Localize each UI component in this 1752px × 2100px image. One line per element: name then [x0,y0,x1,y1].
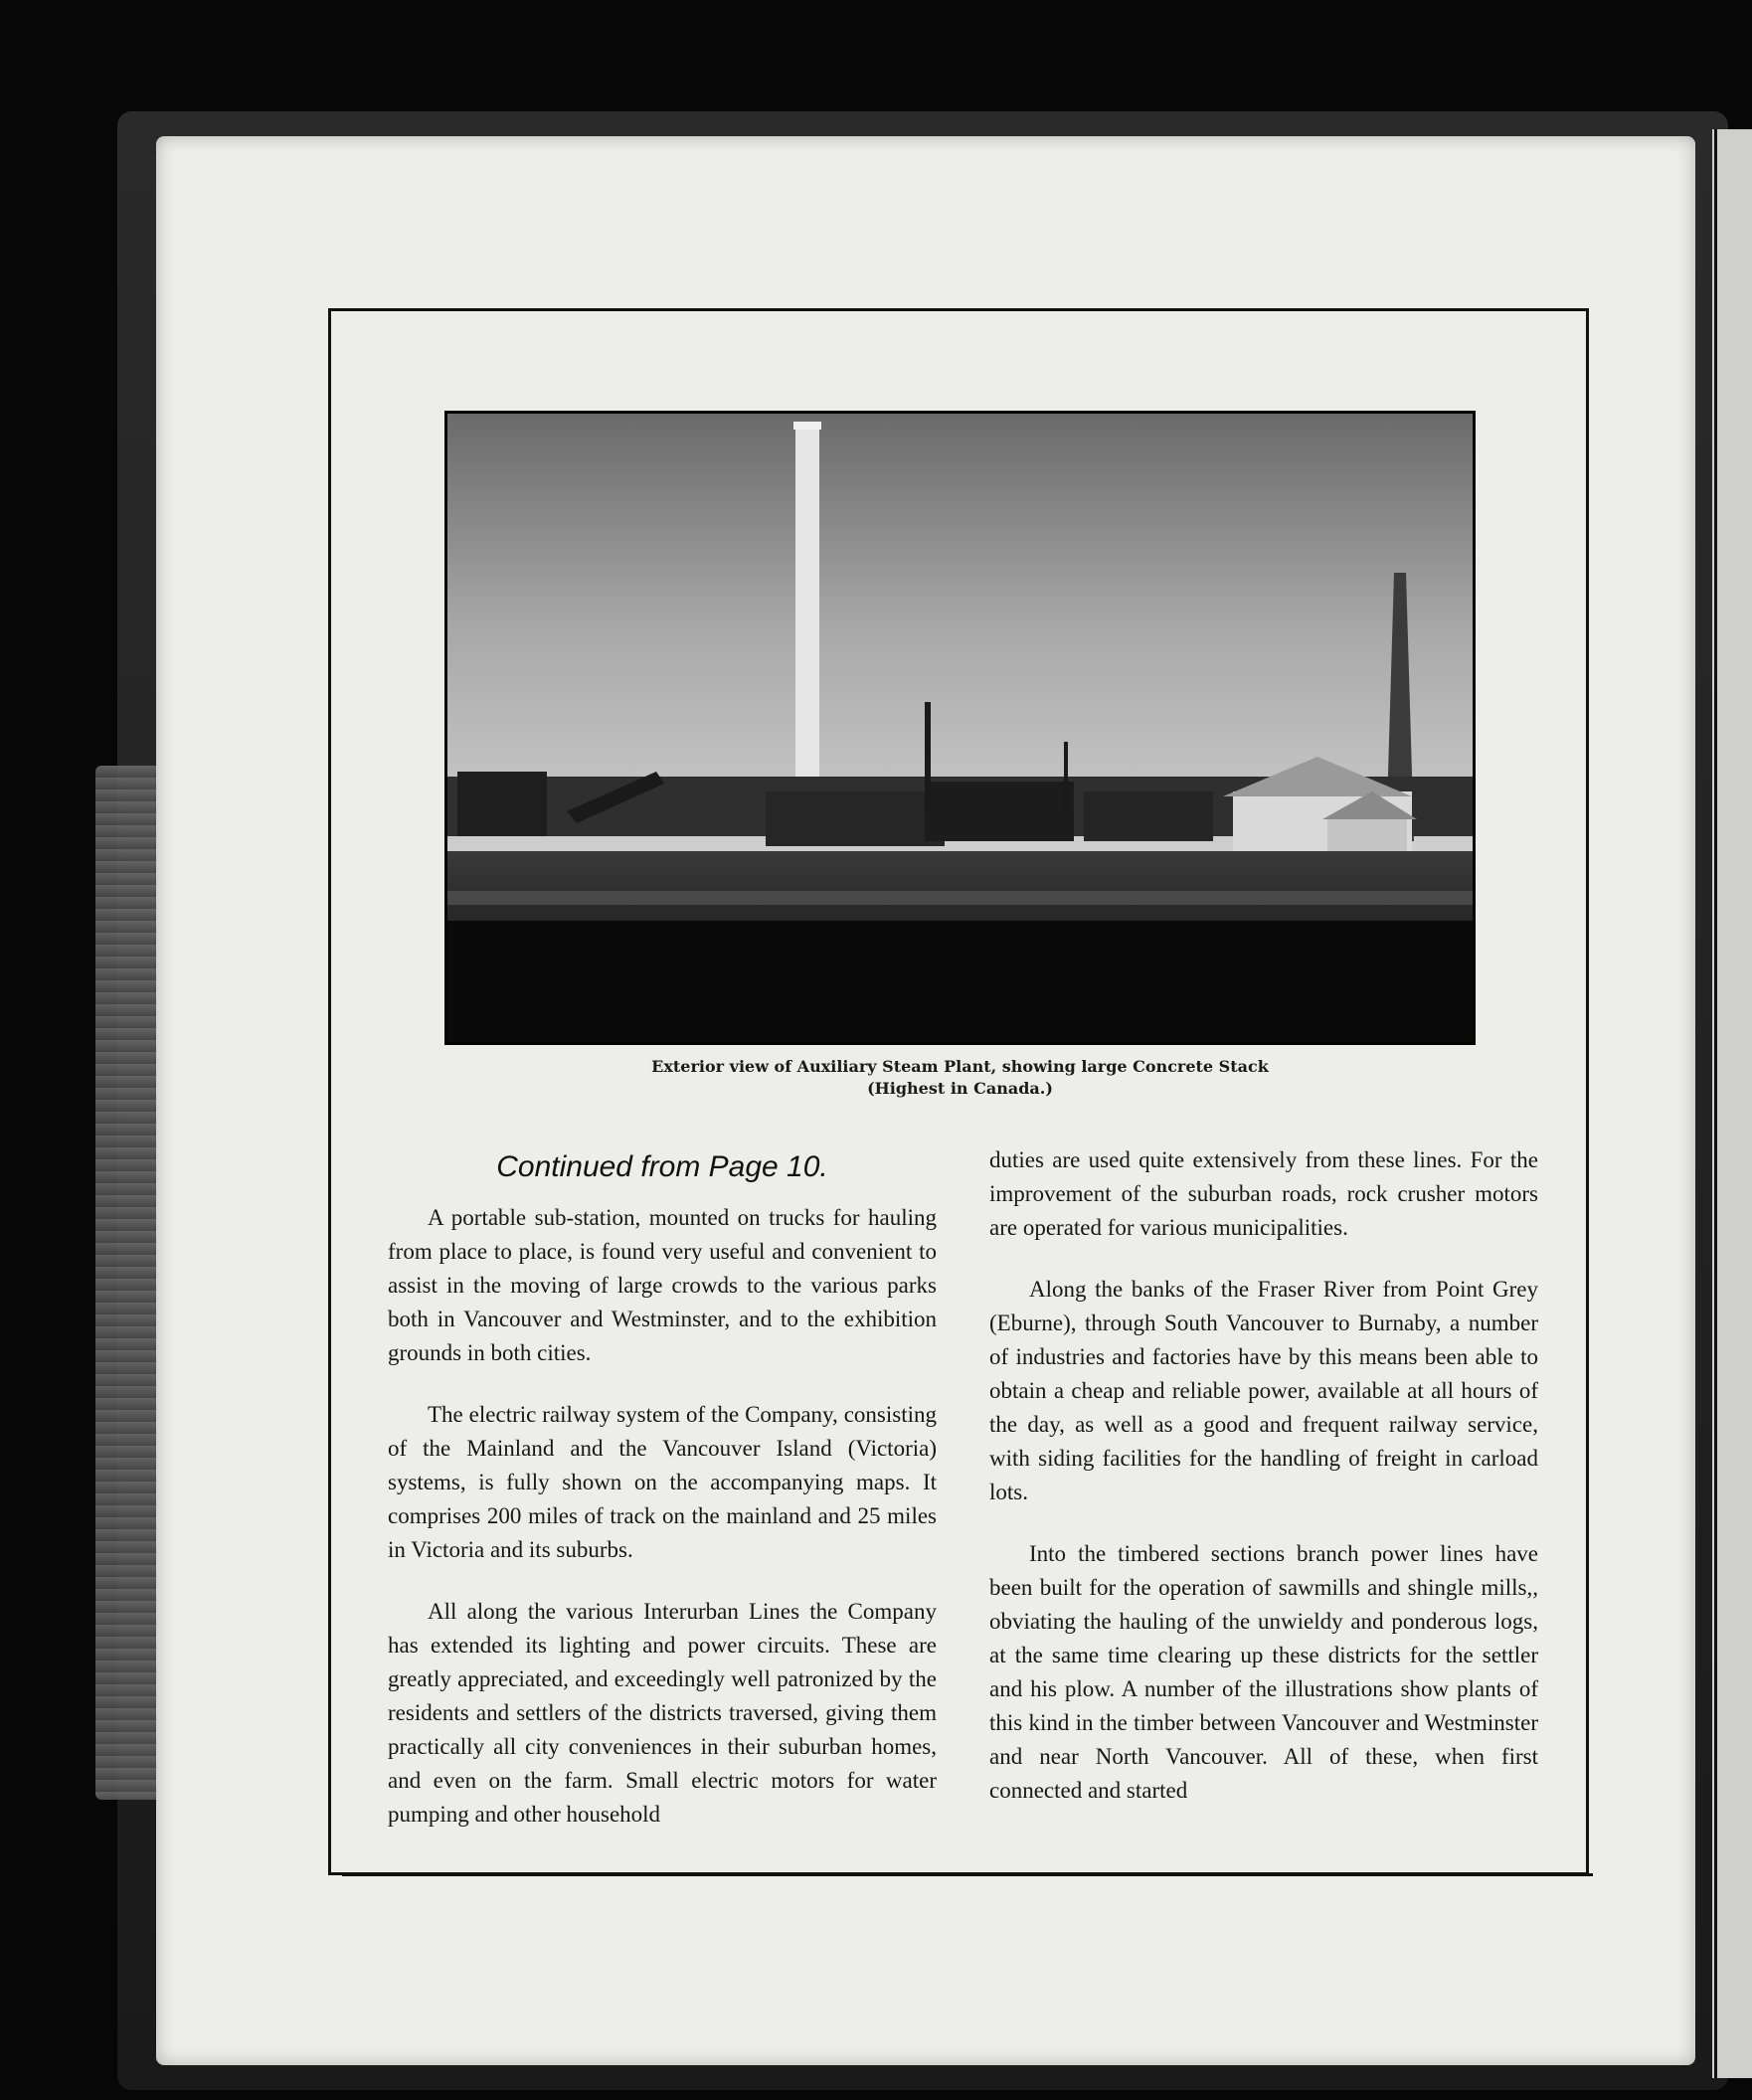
steam-plant-photo [444,411,1476,1045]
caption-line-1: Exterior view of Auxiliary Steam Plant, showing large Concrete Stack [651,1057,1269,1076]
book-binding [95,766,165,1800]
paragraph: Into the timbered sections branch power lines have been built for the operation of sawmills and shingle mills,, obviating the hauling of the unwieldy and ponderous logs, at the same time clearing up these districts for the settler and his plow. A number of the illustrations show plants of this kind in the timber between Vancouver and Westminster and near North Vancouver. All of these, when first connected and started [989,1541,1538,1803]
paragraph: All along the various Interurban Lines the Company has extended its lighting and power circuits. These are greatly appreciated, and exceedingly well patronized by the residents and settlers of the districts traversed, giving them practically all city conveniences in their suburban homes, and even on the farm. Small electric motors for water pumping and other household [388,1599,937,1827]
frame-bottom-rule [342,1873,1593,1876]
left-text-column [388,1143,937,1859]
caption-line-2: (Highest in Canada.) [867,1079,1053,1098]
continued-heading: Continued from Page 10. [496,1150,828,1183]
paragraph: A portable sub-station, mounted on trucks for hauling from place to place, is found very useful and convenient to assist in the moving of large crowds to the various parks both in Vancouver and Westminster, and to the exhibition grounds in both cities. [388,1205,937,1365]
page-gutter-line [1714,129,1717,2078]
paragraph-continuation: duties are used quite extensively from these lines. For the improvement of the suburban roads, rock crusher motors are operated for various municipalities. [989,1147,1538,1240]
paragraph: Along the banks of the Fraser River from Point Grey (Eburne), through South Vancouver to Burnaby, a number of industries and factories have by this means been able to obtain a cheap and reliable power, available at all hours of the day, as well as a good and frequent railway service, with siding facilities for the handling of freight in carload lots. [989,1277,1538,1504]
steam-plant-photo-image [447,414,1473,1042]
right-text-column [989,1143,1538,1836]
paragraph: The electric railway system of the Company, consisting of the Mainland and the Vancouver Island (Victoria) systems, is fully shown on the accompanying maps. It comprises 200 miles of track on the mainland and 25 miles in Victoria and its suburbs. [388,1402,937,1562]
next-page-edge [1712,129,1752,2078]
photo-caption [444,1056,1476,1100]
